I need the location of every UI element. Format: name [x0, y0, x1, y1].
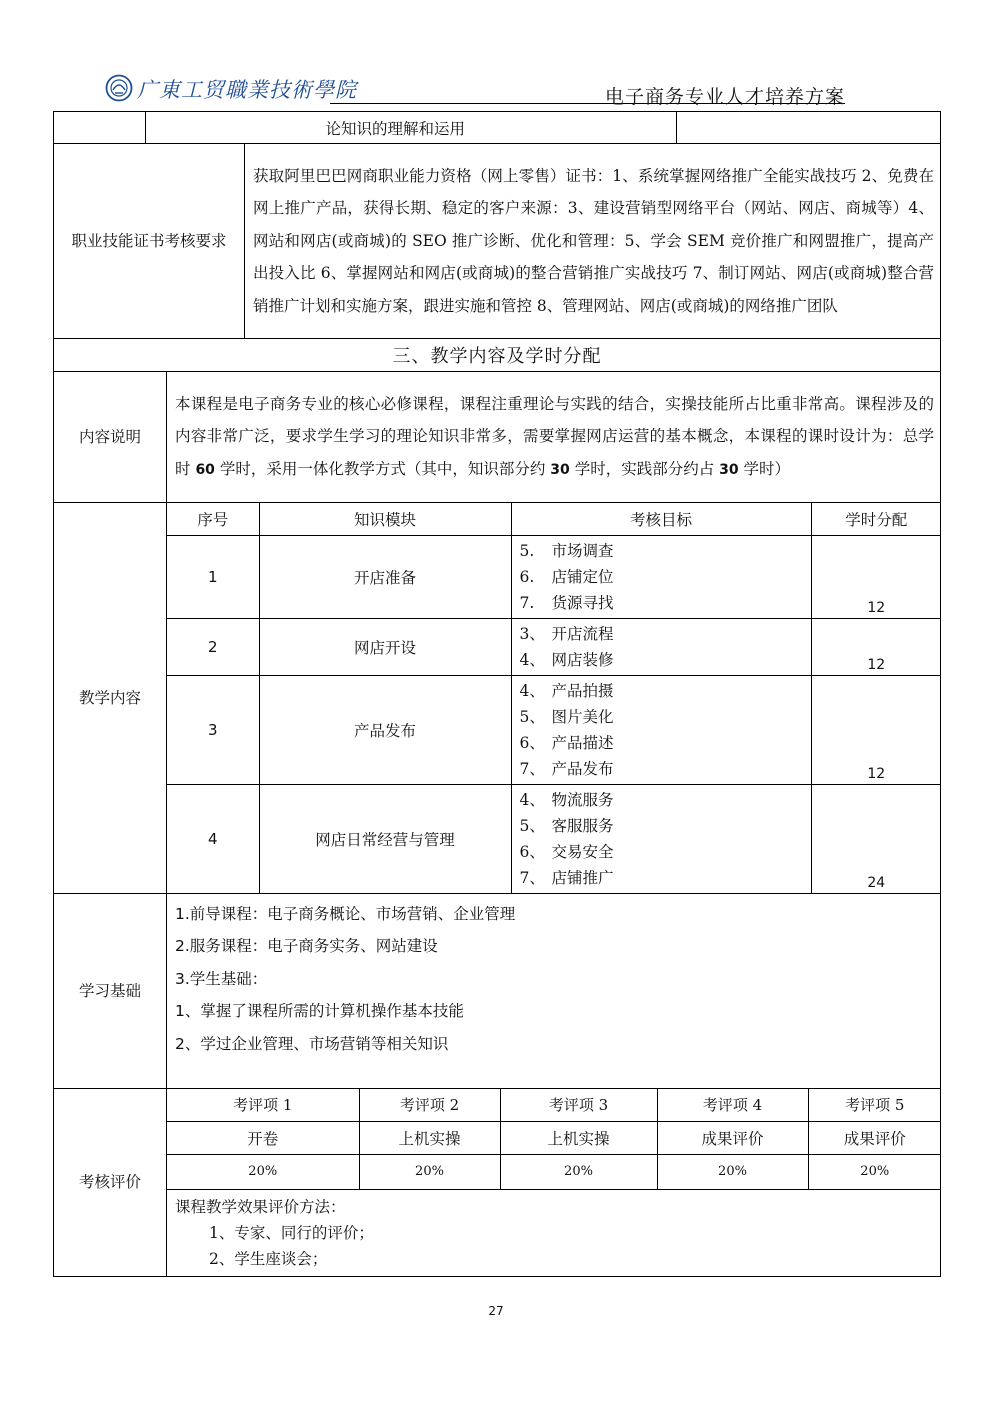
method-item: 2、学生座谈会； — [209, 1249, 328, 1268]
eval-type: 成果评价 — [808, 1121, 941, 1154]
goal-number: 7、 — [519, 868, 545, 887]
table-row — [167, 784, 941, 893]
page-number: 27 — [488, 1304, 504, 1318]
row-goals — [511, 535, 811, 618]
col-header-no: 序号 — [167, 503, 259, 535]
eval-type: 成果评价 — [657, 1121, 808, 1154]
goal-item — [520, 564, 811, 590]
row-module: 产品发布 — [259, 675, 511, 784]
goal-text: 产品发布 — [551, 759, 614, 778]
content-desc-part-b: 学时，采用一体化教学方式（其中，知识部分约 — [214, 459, 551, 478]
teaching-label: 教学内容 — [54, 503, 167, 894]
content-desc-row — [54, 372, 941, 503]
goal-item — [520, 730, 811, 756]
teaching-header-row — [167, 503, 941, 535]
row-goals — [511, 675, 811, 784]
goal-text: 店铺推广 — [551, 868, 614, 887]
basis-line-number: 2. — [175, 937, 190, 955]
row-hours: 12 — [811, 618, 941, 675]
eval-type: 上机实操 — [500, 1121, 657, 1154]
goal-item — [520, 590, 811, 616]
goal-number: 5、 — [519, 707, 545, 726]
goal-item — [520, 865, 811, 891]
goal-item — [520, 839, 811, 865]
basis-line — [175, 995, 932, 1028]
goal-text: 客服服务 — [551, 816, 614, 835]
goal-text: 产品描述 — [551, 733, 614, 752]
section-title: 三、教学内容及学时分配 — [54, 339, 941, 372]
goal-item — [520, 647, 811, 673]
row-goals — [511, 784, 811, 893]
content-desc-knowledge-hours: 30 — [550, 461, 570, 478]
teaching-table — [167, 503, 941, 893]
goal-text: 交易安全 — [551, 842, 614, 861]
table-row — [167, 618, 941, 675]
curriculum-table — [53, 111, 941, 1277]
basis-line-number: 1. — [175, 904, 190, 923]
content-desc-practice-hours: 30 — [719, 461, 739, 478]
basis-label: 学习基础 — [54, 893, 167, 1088]
evaluation-weights-row — [167, 1154, 941, 1189]
eval-weight: 20% — [500, 1154, 657, 1189]
row-no: 3 — [167, 675, 259, 784]
method-item: 1、专家、同行的评价； — [209, 1223, 374, 1242]
row-no: 2 — [167, 618, 259, 675]
page-header — [105, 72, 845, 108]
row-hours: 24 — [811, 784, 941, 893]
evaluation-label: 考核评价 — [54, 1088, 167, 1276]
goal-text: 物流服务 — [551, 790, 614, 809]
basis-line — [175, 898, 932, 931]
certificate-text: 获取阿里巴巴网商职业能力资格（网上零售）证书：1、系统掌握网络推广全能实战技巧 2、免费在网上推广产品，获得长期、稳定的客户来源：3、建设营销型网络平台（网站、网店、商城等）4、网站和网店(或商城)的 SEO 推广诊断、优化和管理：5、学会 SEM 竞价推广和网盟推广，提高产出投入比 6、掌握网站和网店(或商城)的整合营销推广实战技巧 7、制订网站、网店(或商城)整合营销推广计划和实施方案，跟进实施和管控 8、管理网站、网店(或商城)的网络推广团队 — [245, 144, 941, 339]
goal-number: 6. — [519, 567, 535, 586]
school-name-logo: 广東工贸職業技術學院 — [137, 78, 357, 102]
table-row — [167, 535, 941, 618]
row-module: 开店准备 — [259, 535, 511, 618]
basis-line-text: 服务课程：电子商务实务、网站建设 — [189, 937, 438, 955]
evaluation-table — [167, 1089, 941, 1276]
eval-item: 考评项 4 — [657, 1089, 808, 1122]
row-module: 网店日常经营与管理 — [259, 784, 511, 893]
evaluation-method — [167, 1189, 941, 1276]
evaluation-method-row — [167, 1189, 941, 1276]
goal-item — [520, 704, 811, 730]
basis-line-number: 1 — [175, 1002, 185, 1020]
goal-number: 4、 — [519, 681, 545, 700]
col-header-hours: 学时分配 — [811, 503, 941, 535]
eval-weight: 20% — [167, 1154, 359, 1189]
basis-row — [54, 893, 941, 1088]
goal-text: 店铺定位 — [551, 567, 614, 586]
evaluation-row — [54, 1088, 941, 1276]
eval-item: 考评项 2 — [359, 1089, 500, 1122]
basis-line — [175, 930, 932, 963]
basis-line-text: 、学过企业管理、市场营销等相关知识 — [184, 1034, 449, 1053]
certificate-label: 职业技能证书考核要求 — [54, 144, 245, 339]
basis-line — [175, 1028, 932, 1061]
table-row — [167, 675, 941, 784]
goal-number: 6、 — [519, 842, 545, 861]
content-desc-part-d: 学时） — [738, 459, 791, 478]
row-goals — [511, 618, 811, 675]
goal-item — [520, 538, 811, 564]
basis-line-text: 学生基础： — [189, 969, 268, 988]
content-desc-text — [167, 372, 941, 503]
fragment-cell-empty-2 — [676, 112, 941, 143]
goal-item — [520, 787, 811, 813]
col-header-goal: 考核目标 — [511, 503, 811, 535]
goal-number: 7、 — [519, 759, 545, 778]
goal-item — [520, 813, 811, 839]
content-desc-label: 内容说明 — [54, 372, 167, 503]
eval-weight: 20% — [808, 1154, 941, 1189]
goal-number: 5、 — [519, 816, 545, 835]
goal-item — [520, 678, 811, 704]
col-header-module: 知识模块 — [259, 503, 511, 535]
certificate-row — [54, 144, 941, 339]
basis-line-number: 2 — [175, 1034, 185, 1053]
eval-weight: 20% — [359, 1154, 500, 1189]
goal-text: 货源寻找 — [551, 593, 614, 612]
goal-item — [520, 756, 811, 782]
goal-number: 7. — [519, 593, 535, 612]
content-desc-part-a: 本课程是电子商务专业的核心必修课程，课程注重理论与实践的结合，实操技能所占比重非常高。课程涉及的内容非常广泛，要求学生学习的理论知识非常多，需要掌握网店运营的基本概念，本课程的课时设计为：总学时 — [175, 394, 935, 478]
document-title: 电子商务专业人才培养方案 — [604, 86, 845, 108]
content-desc-total-hours: 60 — [195, 461, 215, 478]
goal-number: 6、 — [519, 733, 545, 752]
row-no: 1 — [167, 535, 259, 618]
basis-text — [167, 893, 941, 1088]
goal-item — [520, 621, 811, 647]
fragment-cell-empty-1 — [54, 112, 145, 143]
eval-item: 考评项 5 — [808, 1089, 941, 1122]
row-hours: 12 — [811, 535, 941, 618]
basis-line — [175, 963, 932, 996]
content-desc-part-c: 学时，实践部分约占 — [569, 459, 720, 478]
goal-text: 产品拍摄 — [551, 681, 614, 700]
basis-line-text: 前导课程：电子商务概论、市场营销、企业管理 — [189, 904, 516, 923]
row-hours: 12 — [811, 675, 941, 784]
eval-type: 开卷 — [167, 1121, 359, 1154]
goal-text: 市场调查 — [551, 541, 614, 560]
goal-text: 开店流程 — [551, 624, 614, 643]
row-module: 网店开设 — [259, 618, 511, 675]
school-logo-icon — [105, 74, 133, 102]
eval-item: 考评项 3 — [500, 1089, 657, 1122]
goal-number: 5. — [519, 541, 535, 560]
row-no: 4 — [167, 784, 259, 893]
goal-number: 3、 — [519, 624, 545, 643]
eval-weight: 20% — [657, 1154, 808, 1189]
evaluation-items-row — [167, 1089, 941, 1122]
eval-item: 考评项 1 — [167, 1089, 359, 1122]
goal-text: 图片美化 — [551, 707, 614, 726]
section-heading-row — [54, 339, 941, 372]
eval-type: 上机实操 — [359, 1121, 500, 1154]
fragment-row — [54, 112, 941, 144]
method-title: 课程教学效果评价方法： — [175, 1197, 346, 1216]
fragment-text: 论知识的理解和运用 — [145, 112, 676, 143]
evaluation-types-row — [167, 1121, 941, 1154]
goal-number: 4、 — [519, 650, 545, 669]
basis-line-text: 、掌握了课程所需的计算机操作基本技能 — [184, 1002, 464, 1020]
goal-text: 网店装修 — [551, 650, 614, 669]
teaching-row — [54, 503, 941, 894]
basis-line-number: 3. — [175, 969, 190, 988]
goal-number: 4、 — [519, 790, 545, 809]
